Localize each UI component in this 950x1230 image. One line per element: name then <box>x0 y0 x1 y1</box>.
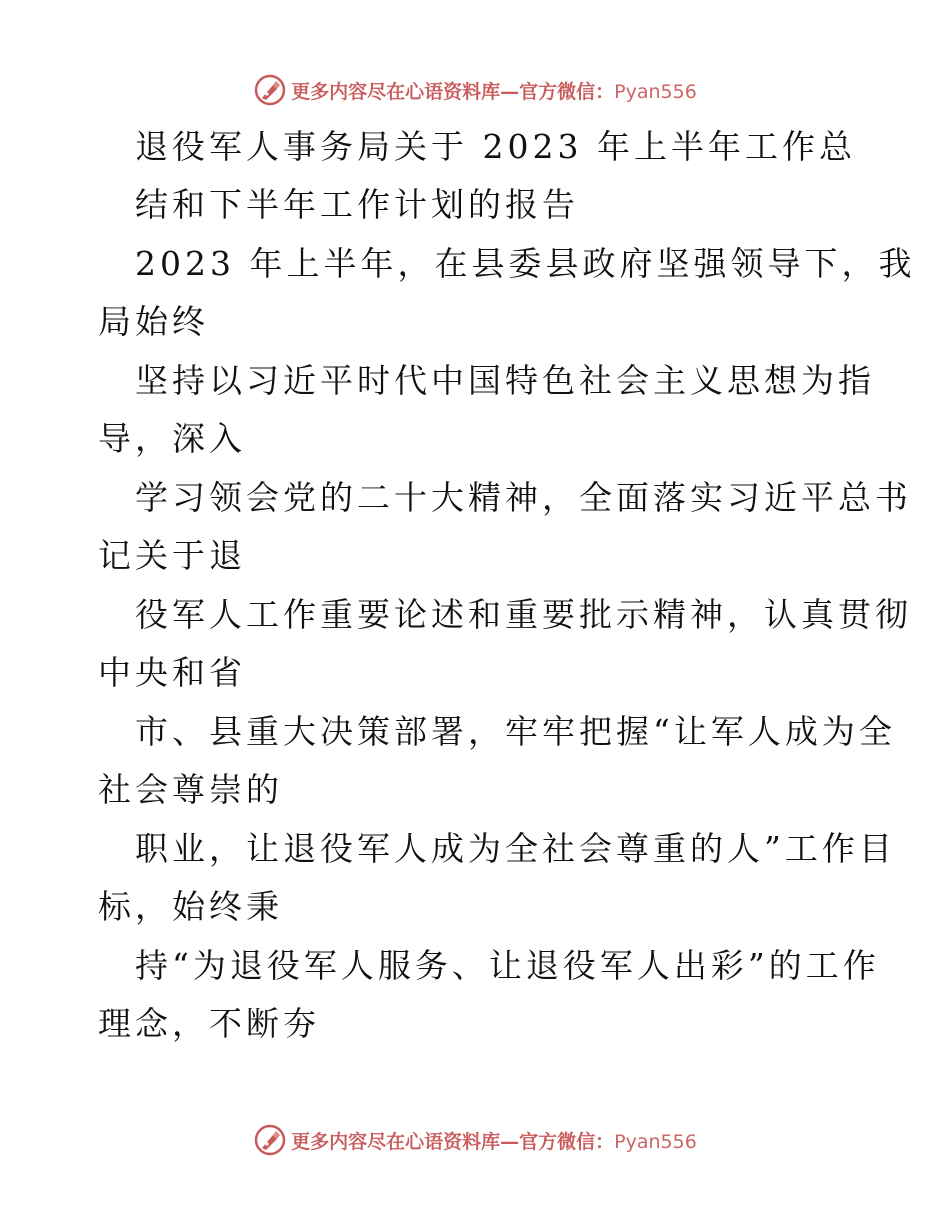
title-line-2: 结和下半年工作计划的报告 <box>135 185 579 224</box>
paragraph-line: 记关于退 <box>98 536 246 575</box>
paragraph-line: 职业，让退役军人成为全社会尊重的人”工作目 <box>135 829 896 868</box>
watermark-prefix: 更多内容尽在心语资料库—官方微信： <box>291 1130 615 1153</box>
watermark-wechat-id: Pyan556 <box>614 1130 697 1153</box>
paragraph-line: 学习领会党的二十大精神，全面落实习近平总书 <box>135 478 912 517</box>
title-line-1: 退役军人事务局关于 2023 年上半年工作总 <box>135 127 856 166</box>
watermark-text <box>291 1127 697 1154</box>
paragraph-line: 役军人工作重要论述和重要批示精神，认真贯彻 <box>135 595 912 634</box>
paragraph-line: 社会尊崇的 <box>98 770 283 809</box>
paragraph-line: 理念，不断夯 <box>98 1004 320 1043</box>
pen-nib-logo-icon <box>253 1123 287 1157</box>
paragraph-line: 导，深入 <box>98 419 246 458</box>
watermark-wechat-id: Pyan556 <box>614 80 697 103</box>
watermark-prefix: 更多内容尽在心语资料库—官方微信： <box>291 80 615 103</box>
paragraph-line: 2023 年上半年，在县委县政府坚强领导下，我 <box>135 244 916 283</box>
paragraph-line: 市、县重大决策部署，牢牢把握“让军人成为全 <box>135 712 896 751</box>
paragraph-line: 持“为退役军人服务、让退役军人出彩”的工作 <box>135 946 880 985</box>
paragraph-line: 中央和省 <box>98 653 246 692</box>
paragraph-line: 局始终 <box>98 302 209 341</box>
paragraph-line: 标，始终秉 <box>98 887 283 926</box>
paragraph-line: 坚持以习近平时代中国特色社会主义思想为指 <box>135 361 875 400</box>
footer-watermark <box>0 1120 950 1160</box>
